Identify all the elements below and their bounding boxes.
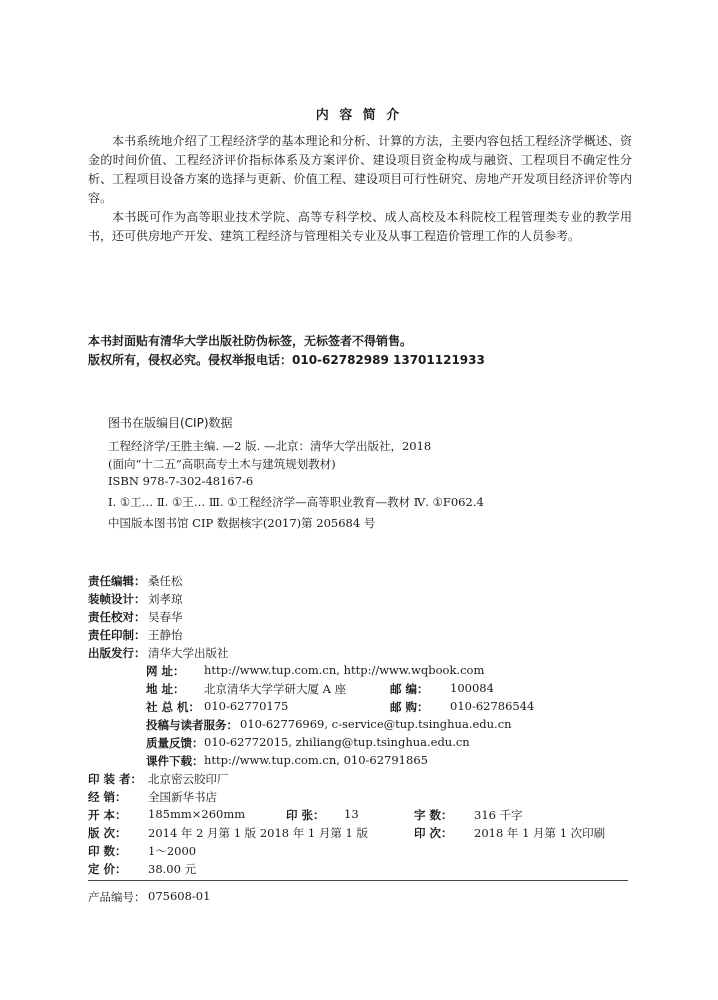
distributor-value: 全国新华书店 [148,790,217,804]
website-label: 网 址： [146,664,185,678]
copyright-notice: 版权所有，侵权必究。侵权举报电话：010-62782989 13701121933 [88,353,485,367]
quality-feedback-value: 010-62772015, zhiliang@tup.tsinghua.edu.cn [204,735,470,749]
divider [88,880,628,881]
printing-value: 2018 年 1 月第 1 次印刷 [474,826,606,840]
printing-label: 印 次： [414,826,453,840]
zip-label: 邮 编： [390,682,429,696]
edition-value: 2014 年 2 月第 1 版 2018 年 1 月第 1 版 [148,826,369,840]
proof-value: 吴春华 [148,610,183,624]
courseware-label: 课件下载： [146,754,204,768]
printer-label: 印 装 者： [88,772,143,786]
price-label: 定 价： [88,862,127,876]
courseware-value: http://www.tup.com.cn, 010-62791865 [204,753,428,767]
proof-label: 责任校对： [88,610,146,624]
cip-line-classification: Ⅰ. ①工… Ⅱ. ①王… Ⅲ. ①工程经济学—高等职业教育—教材 Ⅳ. ①F062.4 [108,495,484,509]
product-code-label: 产品编号： [88,890,146,904]
distributor-label: 经 销： [88,790,127,804]
summary-paragraph-1: 本书系统地介绍了工程经济学的基本理论和分析、计算的方法，主要内容包括工程经济学概述、资金的时间价值、工程经济评价指标体系及方案评价、建设项目资金构成与融资、工程项目不确定性分析、工程项目设备方案的选择与更新、价值工程、建设项目可行性研究、房地产开发项目经济评价等内容。 [88,134,632,205]
reader-service-label: 投稿与读者服务： [146,718,238,732]
zip-value: 100084 [450,681,494,695]
design-value: 刘孝琼 [148,592,183,606]
publisher-value: 清华大学出版社 [148,646,229,660]
word-count-label: 字 数： [414,808,453,822]
summary-title: 内 容 简 介 [315,108,403,123]
mail-order-label: 邮 购： [390,700,429,714]
price-value: 38.00 元 [148,862,197,876]
print-manager-label: 责任印制： [88,628,146,642]
sheets-value: 13 [344,807,359,821]
editor-value: 桑任松 [148,574,183,588]
address-value: 北京清华大学学研大厦 A 座 [204,682,347,696]
format-label: 开 本： [88,808,127,822]
website-value: http://www.tup.com.cn, http://www.wqbook.com [204,663,485,677]
mail-order-value: 010-62786544 [450,699,535,713]
address-label: 地 址： [146,682,185,696]
copies-value: 1～2000 [148,844,197,858]
reader-service-value: 010-62776969, c-service@tup.tsinghua.edu.cn [240,717,512,731]
switchboard-value: 010-62770175 [204,699,289,713]
printer-value: 北京密云胶印厂 [148,772,229,786]
publisher-label: 出版发行： [88,646,146,660]
quality-feedback-label: 质量反馈： [146,736,204,750]
cip-line-title: 工程经济学/王胜主编. —2 版. —北京：清华大学出版社，2018 [108,439,432,453]
switchboard-label: 社 总 机： [146,700,201,714]
cip-heading: 图书在版编目(CIP)数据 [108,416,233,430]
copies-label: 印 数： [88,844,127,858]
product-code-value: 075608-01 [148,889,211,903]
anti-counterfeit-notice: 本书封面贴有清华大学出版社防伪标签，无标签者不得销售。 [88,334,413,348]
summary-paragraph-2: 本书既可作为高等职业技术学院、高等专科学校、成人高校及本科院校工程管理类专业的教学用书，还可供房地产开发、建筑工程经济与管理相关专业及从事工程造价管理工作的人员参考。 [88,210,632,243]
sheets-label: 印 张： [286,808,325,822]
print-manager-value: 王静怡 [148,628,183,642]
edition-label: 版 次： [88,826,127,840]
word-count-value: 316 千字 [474,808,523,822]
cip-line-series: (面向“十二五”高职高专土木与建筑规划教材) [108,457,336,471]
summary-body [88,132,632,246]
design-label: 装帧设计： [88,592,146,606]
format-value: 185mm×260mm [148,807,246,821]
editor-label: 责任编辑： [88,574,146,588]
cip-line-record: 中国版本图书馆 CIP 数据核字(2017)第 205684 号 [108,516,376,530]
cip-line-isbn: ISBN 978-7-302-48167-6 [108,474,254,488]
